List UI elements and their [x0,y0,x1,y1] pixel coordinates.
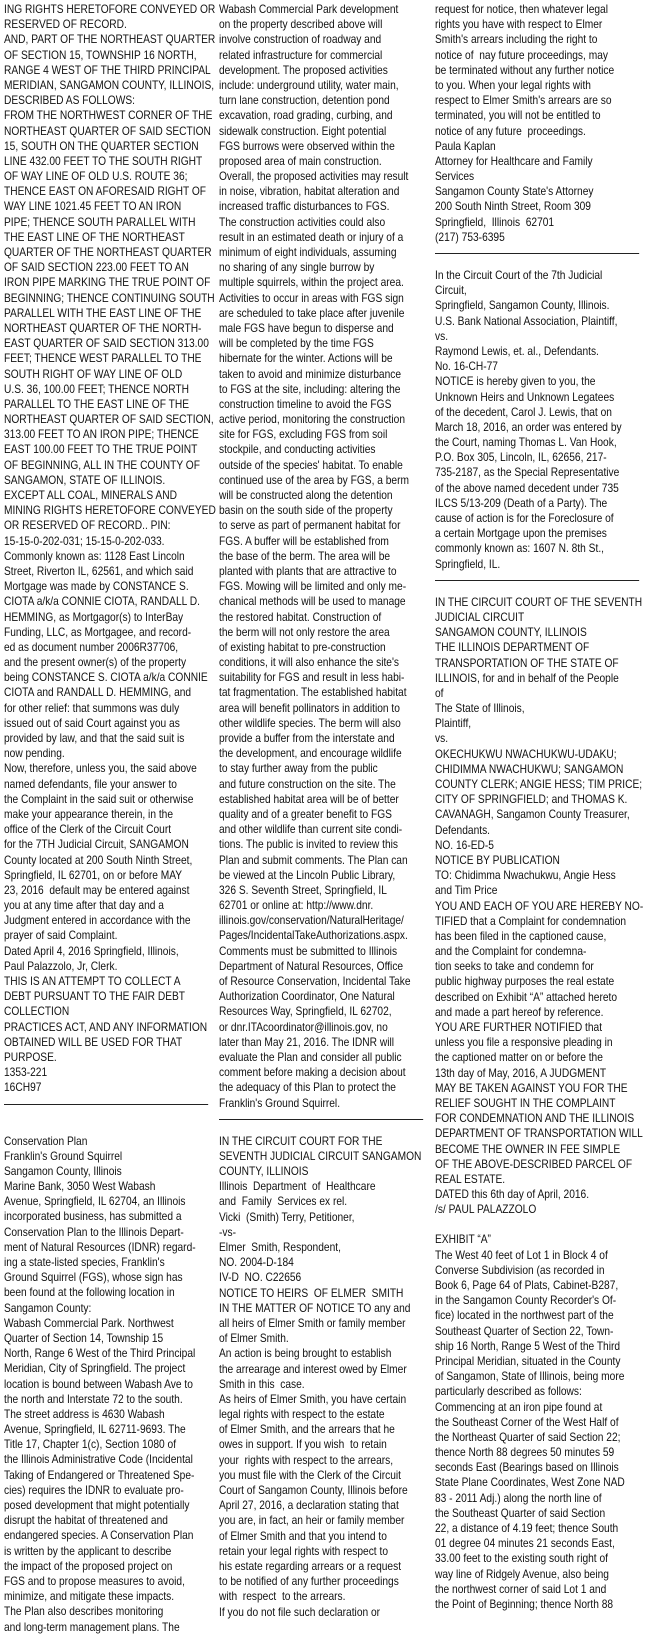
heirs-notice-text: IN THE CIRCUIT COURT FOR THE SEVENTH JUDICIAL CIRCUIT SANGAMON COUNTY, ILLINOIS Illinois Department of Healthcare and Family Services ex rel. Vicki (Smith) Terry, Petitioner, -vs- Elmer Smith, Respondent, NO. 2004-D-184 IV-D NO. C22656 NOTICE TO HEIRS OF ELMER SMITH IN THE MATTER OF NOTICE TO any and all heirs of Elmer Smith or family member of Elmer Smith. An action is being brought to establish the arrearage and interest owed by Elmer Smith in this case. As heirs of Elmer Smith, you have certain legal rights with respect to the estate of Elmer Smith, and the arrears that he owes in support. If you wish to retain your rights with respect to the arrears, you must file with the Clerk of the Circuit Court of Sangamon County, Illinois before April 27, 2016, a declaration stating that you are, in fact, an heir or family member of Elmer Smith and that you intend to retain your legal rights with respect to his estate regarding arrears or a request to be notified of any further proceedings with respect to the arrears. If you do not file such declaration or [219,1134,422,1619]
exhibit-a-text: EXHIBIT “A” The West 40 feet of Lot 1 in Block 4 of Converse Subdivision (as recorded in Book 6, Page 64 of Plats, Cabinet-B287, in the Sangamon County Recorder's Of- fice) located in the northwest part of the Southeast Quarter of Section 22, Town- ship 16 North, Range 5 West of the Third Principal Meridian, situated in the County of Sangamon, State of Illinois, being more particularly described as follows: Commencing at an iron pipe found at the Southeast Corner of the West Half of the Northeast Quarter of said Section 22; thence North 88 degrees 50 minutes 59 seconds East (Bearings based on Illinois State Plane Coordinates, West Zone NAD 83 - 2011 Adj.) along the north line of the Southeast Quarter of said Section 22, a distance of 4.19 feet; thence South 01 degree 04 minutes 21 seconds East, 33.00 feet to the existing south right of way line of Ridgely Avenue, also being the northwest corner of said Lot 1 and the Point of Beginning; thence North 88 [435,1233,625,1611]
column-3 [435,2,643,1612]
conservation-plan-continued-text: Wabash Commercial Park development on the property described above will involve construction of roadway and related infrastructure for commercial development. The proposed activities include: underground utility, water main, turn lane construction, detention pond excavation, road grading, curbing, and sidewalk construction. Eight potential FGS burrows were observed within the proposed area of main construction. Overall, the proposed activities may result in noise, vibration, habitat alteration and increased traffic disturbances to FGS. The construction activities could also result in an estimated death or injury of a minimum of eight individuals, assuming no sharing of any single burrow by multiple squirrels, within the project area. Activities to occur in areas with FGS sign are scheduled to take place after juvenile male FGS have begun to disperse and will be completed by the time FGS hibernate for the winter. Actions will be taken to avoid and minimize disturbance to FGS at the site, including: altering the construction timeline to avoid the FGS active period, monitoring the construction site for FGS, excluding FGS from soil stockpile, and conducting activities outside of the species' habitat. To enable continued use of the area by FGS, a berm will be constructed along the detention basin on the south side of the property to serve as part of permanent habitat for FGS. A buffer will be established from the base of the berm. The area will be planted with plants that are attractive to FGS. Mowing will be limited and only me- chanical methods will be used to manage the restored habitat. Construction of the berm will not only restore the area of existing habitat to pre-construction conditions, it will also enhance the site's suitability for FGS and result in less habi- tat fragmentation. The established habitat area will benefit pollinators in addition to other wildlife species. The berm will also provide a buffer from the interstate and the development, and encourage wildlife to stay further away from the public and future construction on the site. The established habitat area will be of better quality and of a greater benefit to FGS and other wildlife than current site condi- tions. The public is invited to review this Plan and submit comments. The Plan can be viewed at the Lincoln Public Library, 326 S. Seventh Street, Springfield, IL 62701 or online at: http://www.dnr. illinois.gov/conservation/NaturalHeritage/ Pages/IncidentalTakeAuthorizations.aspx. Comments must be submitted to Illinois Department of Natural Resources, Office of Resource Conservation, Incidental Take Authorization Coordinator, One Natural Resources Way, Springfield, IL 62702, or dnr.ITAcoordinator@illinois.gov, no later than May 21, 2016. The IDNR will evaluate the Plan and consider all public comment before making a decision about the adequacy of this Plan to protect the Franklin's Ground Squirrel. [219,3,411,1110]
notice-divider [435,580,639,581]
condemnation-notice-text: IN THE CIRCUIT COURT OF THE SEVENTH JUDICIAL CIRCUIT SANGAMON COUNTY, ILLINOIS THE ILLINOIS DEPARTMENT OF TRANSPORTATION OF THE STATE OF ILLINOIS, for and in behalf of the People of The State of Illinois, Plaintiff, vs. OKECHUKWU NWACHUKWU-UDAKU; CHIDIMMA NWACHUKWU; SANGAMON COUNTY CLERK; ANGIE HESS; TIM PRICE; CITY OF SPRINGFIELD; and THOMAS K. CAVANAGH, Sangamon County Treasurer, Defendants. NO. 16-ED-5 NOTICE BY PUBLICATION TO: Chidimma Nwachukwu, Angie Hess and Tim Price YOU AND EACH OF YOU ARE HEREBY NO- TIFIED that a Complaint for condemnation has been filed in the captioned cause, and the Complaint for condemna- tion seeks to take and condemn for public highway purposes the real estate described on Exhibit “A” attached hereto and made a part hereof by reference. YOU ARE FURTHER NOTIFIED that unless you file a responsive pleading in the captioned matter on or before the 13th day of May, 2016, A JUDGMENT MAY BE TAKEN AGAINST YOU FOR THE RELIEF SOUGHT IN THE COMPLAINT FOR CONDEMNATION AND THE ILLINOIS DEPARTMENT OF TRANSPORTATION WILL BECOME THE OWNER IN FEE SIMPLE OF THE ABOVE-DESCRIBED PARCEL OF REAL ESTATE. DATED this 6th day of April, 2016. /s/ PAUL PALAZZOLO [435,595,644,1217]
foreclosure-notice-text: ING RIGHTS HERETOFORE CONVEYED OR RESERVED OF RECORD. AND, PART OF THE NORTHEAST QUARTER OF SECTION 15, TOWNSHIP 16 NORTH, RANGE 4 WEST OF THE THIRD PRINCIPAL MERIDIAN, SANGAMON COUNTY, ILLINOIS, DESCRIBED AS FOLLOWS: FROM THE NORTHWEST CORNER OF THE NORTHEAST QUARTER OF SAID SECTION 15, SOUTH ON THE QUARTER SECTION LINE 432.00 FEET TO THE SOUTH RIGHT OF WAY LINE OF OLD U.S. ROUTE 36; THENCE EAST ON AFORESAID RIGHT OF WAY LINE 1021.45 FEET TO AN IRON PIPE; THENCE SOUTH PARALLEL WITH THE EAST LINE OF THE NORTHEAST QUARTER OF THE NORTHEAST QUARTER OF SAID SECTION 223.00 FEET TO AN IRON PIPE MARKING THE TRUE POINT OF BEGINNING; THENCE CONTINUING SOUTH PARALLEL WITH THE EAST LINE OF THE NORTHEAST QUARTER OF THE NORTH- EAST QUARTER OF SAID SECTION 313.00 FEET; THENCE WEST PARALLEL TO THE SOUTH RIGHT OF WAY LINE OF OLD U.S. 36, 100.00 FEET; THENCE NORTH PARALLEL TO THE EAST LINE OF THE NORTHEAST QUARTER OF SAID SECTION, 313.00 FEET TO AN IRON PIPE; THENCE EAST 100.00 FEET TO THE TRUE POINT OF BEGINNING, ALL IN THE COUNTY OF SANGAMON, STATE OF ILLINOIS. EXCEPT ALL COAL, MINERALS AND MINING RIGHTS HERETOFORE CONVEYED OR RESERVED OF RECORD.. PIN: 15-15-0-202-031; 15-15-0-202-033. Commonly known as: 1128 East Lincoln Street, Riverton IL, 62561, and which said Mortgage was made by CONSTANCE S. CIOTA a/k/a CONNIE CIOTA, RANDALL D. HEMMING, as Mortgagor(s) to InterBay Funding, LLC, as Mortgagee, and record- ed as document number 2006R37706, and the present owner(s) of the property being CONSTANCE S. CIOTA a/k/a CONNIE CIOTA and RANDALL D. HEMMING, and for other relief: that summons was duly issued out of said Court against you as provided by law, and that the said suit is now pending. Now, therefore, unless you, the said above named defendants, file your answer to the Complaint in the said suit or otherwise make your appearance therein, in the office of the Clerk of the Circuit Court for the 7TH Judicial Circuit, SANGAMON County located at 200 South Ninth Street, Springfield, IL 62701, on or before MAY 23, 2016 default may be entered against you at any time after that day and a Judgment entered in accordance with the prayer of said Complaint. Dated April 4, 2016 Springfield, Illinois, Paul Palazzolo, Jr, Clerk. THIS IS AN ATTEMPT TO COLLECT A DEBT PURSUANT TO THE FAIR DEBT COLLECTION PRACTICES ACT, AND ANY INFORMATION OBTAINED WILL BE USED FOR THAT PURPOSE. 1353-221 16CH97 [4,3,216,1095]
notice-divider [435,253,639,254]
lewis-foreclosure-notice-text: In the Circuit Court of the 7th Judicial Circuit, Springfield, Sangamon County, Illinois. U.S. Bank National Association, Plaintiff, vs. Raymond Lewis, et. al., Defendants. No. 16-CH-77 NOTICE is hereby given to you, the Unknown Heirs and Unknown Legatees of the decedent, Carol J. Lewis, that on March 18, 2016, an order was entered by the Court, naming Thomas L. Van Hook, P.O. Box 305, Lincoln, IL, 62656, 217- 735-2187, as the Special Representative of the above named decedent under 735 ILCS 5/13-209 (Death of a Party). The cause of action is for the Foreclosure of a certain Mortgage upon the premises commonly known as: 1607 N. 8th St., Springfield, IL. [435,269,622,571]
heirs-notice-continued-text: request for notice, then whatever legal rights you have with respect to Elmer Smith's arrears including the right to notice of nay future proceedings, may be terminated without any further notice to you. When your legal rights with respect to Elmer Smith's arrears are so terminated, you will not be entitled to notice of any future proceedings. Paula Kaplan Attorney for Healthcare and Family Services Sangamon County State's Attorney 200 South Ninth Street, Room 309 Springfield, Illinois 62701 (217) 753-6395 [435,3,615,244]
column-1 [4,2,216,1635]
column-2 [219,2,427,1620]
notice-divider [4,1104,208,1105]
conservation-plan-text: Conservation Plan Franklin's Ground Squirrel Sangamon County, Illinois Marine Bank, 3050 West Wabash Avenue, Springfield, IL 62704, an Illinois incorporated business, has submitted a Conservation Plan to the Illinois Depart- ment of Natural Resources (IDNR) regard- ing a state-listed species, Franklin's Ground Squirrel (FGS), whose sign has been found at the following location in Sangamon County: Wabash Commercial Park. Northwest Quarter of Section 14, Township 15 North, Range 6 West of the Third Principal Meridian, City of Springfield. The project location is bound between Wabash Ave to the north and Interstate 72 to the south. The street address is 4630 Wabash Avenue, Springfield, IL 62711-9693. The Title 17, Chapter 1(c), Section 1080 of the Illinois Administrative Code (Incidental Taking of Endangered or Threatened Spe- cies) requires the IDNR to evaluate pro- posed development that might potentially disrupt the habitat of threatened and endangered species. A Conservation Plan is written by the applicant to describe the impact of the proposed project on FGS and to propose measures to avoid, minimize, and mitigate these impacts. The Plan also describes monitoring and long-term management plans. The [4,1134,196,1634]
notice-divider [219,1119,423,1120]
